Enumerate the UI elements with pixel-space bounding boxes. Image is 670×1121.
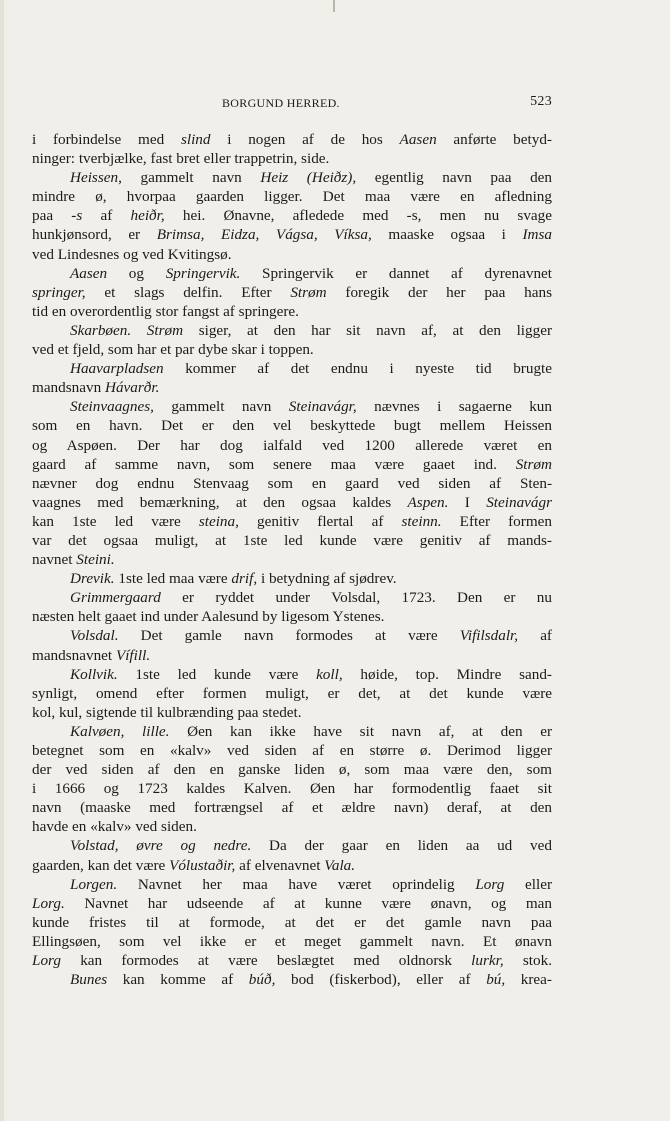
italic-term: Lorg.: [32, 894, 65, 912]
text-segment: af: [518, 627, 552, 645]
italic-term: Steini.: [76, 551, 115, 569]
text-segment: synligt, omend efter formen muligt, er det, at det kunde være: [32, 684, 552, 702]
text-line: [32, 932, 552, 951]
text-line: [32, 321, 552, 340]
text-segment: kan komme af: [107, 971, 249, 989]
text-segment: egentlig navn paa den: [356, 169, 552, 187]
text-segment: høide, top. Mindre sand-: [342, 665, 552, 683]
italic-term: Strøm: [515, 455, 552, 473]
text-line: [32, 626, 552, 645]
text-line: [32, 206, 552, 225]
text-line: [32, 245, 552, 264]
italic-term: Volsdal.: [70, 627, 119, 645]
italic-term: koll,: [316, 665, 343, 683]
text-segment: eller: [504, 875, 552, 893]
text-line: [32, 607, 552, 626]
text-segment: foregik der her paa hans: [326, 283, 552, 301]
text-segment: af: [82, 207, 131, 225]
text-segment: 1ste led kunde være: [117, 665, 317, 683]
italic-term: Steinavágr,: [288, 398, 357, 416]
text-segment: og Aspøen. Der har dog ialfald ved 1200 allerede været en: [32, 436, 552, 454]
text-line: [32, 436, 552, 455]
text-segment: ninger: tverbjælke, fast bret eller trappetrin, side.: [32, 150, 330, 168]
italic-term: Springervik.: [165, 264, 241, 282]
top-edge-mark: [333, 0, 335, 12]
text-line: [32, 512, 552, 531]
italic-term: Imsa: [522, 226, 552, 244]
text-line: [32, 531, 552, 550]
italic-term: Brimsa, Eidza, Vágsa, Víksa,: [156, 226, 372, 244]
text-segment: vaagnes med bemærkning, at den ogsaa kaldes: [32, 493, 408, 511]
text-segment: af elvenavnet: [235, 856, 325, 874]
text-segment: stok.: [503, 952, 552, 970]
italic-term: bú,: [486, 971, 506, 989]
text-line: [32, 264, 552, 283]
text-segment: næsten helt gaaet ind under Aalesund by ligesom Ystenes.: [32, 608, 385, 626]
text-line: [32, 817, 552, 836]
text-segment: mandsnavnet: [32, 646, 116, 664]
text-segment: I: [448, 493, 487, 511]
text-segment: [131, 322, 147, 339]
italic-term: drif,: [231, 570, 258, 588]
text-segment: som en havn. Det er den vel beskyttede bugt mellem Heissen: [32, 417, 552, 435]
text-line: [32, 913, 552, 932]
text-line: [32, 550, 552, 569]
italic-term: búð,: [248, 971, 276, 989]
text-segment: Ellingsøen, som vel ikke er et meget gammelt navn. Et ønavn: [32, 932, 552, 950]
italic-term: Haavarpladsen: [70, 360, 164, 378]
text-line: [32, 168, 552, 187]
text-segment: tid en overordentlig stor fangst af springere.: [32, 302, 299, 320]
text-segment: gammelt navn: [121, 169, 261, 187]
text-line: [32, 722, 552, 741]
text-segment: mandsnavn: [32, 379, 105, 397]
running-title: BORGUND HERRED.: [222, 96, 340, 110]
italic-term: Strøm: [146, 321, 184, 339]
text-line: [32, 588, 552, 607]
text-segment: Navnet har udseende af at kunne være ønavn, og man: [64, 894, 552, 912]
italic-term: Grimmergaard: [70, 589, 161, 607]
text-line: [32, 760, 552, 779]
text-line: [32, 149, 552, 168]
italic-term: steina,: [198, 512, 239, 530]
text-segment: havde en «kalv» ved siden.: [32, 818, 197, 836]
italic-term: Lorg: [475, 875, 505, 893]
body-text: [32, 130, 552, 989]
italic-term: -s: [71, 207, 83, 225]
text-segment: bod (fiskerbod), eller af: [275, 971, 487, 989]
text-segment: i betydning af sjødrev.: [257, 570, 397, 588]
text-segment: betegnet som en «kalv» ved siden af en større ø. Derimod ligger: [32, 742, 552, 759]
text-segment: i forbindelse med: [32, 131, 181, 148]
text-line: [32, 875, 552, 894]
italic-term: Vala.: [324, 856, 356, 874]
italic-term: Bunes: [70, 971, 108, 989]
text-segment: kan 1ste led være: [32, 512, 199, 530]
running-header: [32, 94, 552, 114]
italic-term: heiðr,: [130, 207, 165, 225]
text-segment: Navnet her maa have været oprindelig: [117, 875, 476, 893]
text-segment: mindre ø, hvorpaa gaarden ligger. Det maa være en afledning: [32, 188, 552, 206]
italic-term: springer,: [32, 283, 86, 301]
text-line: [32, 397, 552, 416]
italic-term: Vólustaðir,: [169, 856, 236, 874]
text-segment: kunde fristes til at formode, at det er det gamle navn paa: [32, 913, 552, 931]
text-segment: hunkjønsord, er: [32, 226, 157, 244]
text-line: [32, 340, 552, 359]
text-line: [32, 378, 552, 397]
text-segment: genitiv flertal af: [238, 512, 402, 530]
text-segment: kommer af det endnu i nyeste tid brugte: [163, 360, 552, 378]
text-segment: var det ogsaa muligt, at 1ste led kunde være genitiv af mands-: [32, 531, 552, 549]
text-segment: maaske ogsaa i: [371, 226, 523, 244]
italic-term: Vífill.: [115, 646, 151, 664]
text-segment: Det gamle navn formodes at være: [118, 627, 460, 645]
page-fold-shadow: [0, 0, 4, 1121]
italic-term: lurkr,: [471, 952, 504, 970]
italic-term: Lorg: [32, 952, 61, 970]
text-line: [32, 455, 552, 474]
italic-term: Drevik.: [70, 570, 115, 588]
text-line: [32, 283, 552, 302]
text-segment: et slags delfin. Efter: [85, 283, 291, 301]
italic-term: Aasen: [70, 264, 108, 282]
text-line: [32, 798, 552, 817]
italic-term: Hávarðr.: [104, 379, 160, 397]
text-line: [32, 894, 552, 913]
text-line: [32, 646, 552, 665]
italic-term: Kalvøen, lille.: [70, 722, 170, 740]
page-number: 523: [530, 94, 552, 109]
text-segment: kan formodes at være beslægtet med oldnorsk: [60, 952, 472, 970]
text-segment: nævnes i sagaerne kun: [356, 398, 552, 416]
text-segment: kol, kul, sigtende til kulbrænding paa stedet.: [32, 703, 302, 721]
text-segment: nævner dog endnu Stenvaag som en gaard ved siden af Sten-: [32, 474, 552, 492]
italic-term: Aasen: [399, 131, 437, 148]
text-segment: siger, at den har sit navn af, at den ligger: [183, 321, 552, 339]
text-segment: er ryddet under Volsdal, 1723. Den er nu: [160, 589, 552, 607]
text-segment: i nogen af de hos: [210, 131, 400, 148]
text-segment: Øen kan ikke have sit navn af, at den er: [169, 722, 552, 740]
text-line: [32, 684, 552, 703]
text-line: [32, 359, 552, 378]
italic-term: Strøm: [290, 283, 327, 301]
text-segment: anførte betyd-: [436, 131, 552, 148]
text-segment: gammelt navn: [153, 398, 289, 416]
text-line: [32, 970, 552, 989]
text-segment: i 1666 og 1723 kaldes Kalven. Øen har formodentlig faaet sit: [32, 780, 552, 798]
text-segment: Efter formen: [441, 512, 552, 530]
text-line: [32, 836, 552, 855]
text-line: [32, 569, 552, 588]
text-segment: Da der gaar en liden aa ud ved: [251, 837, 552, 855]
text-segment: der ved siden af den en ganske liden ø, som maa være den, som: [32, 761, 552, 779]
italic-term: Aspen.: [407, 493, 449, 511]
text-segment: gaarden, kan det være: [32, 856, 170, 874]
text-line: [32, 474, 552, 493]
text-segment: 1ste led maa være: [114, 570, 232, 588]
text-segment: ved et fjeld, som har et par dybe skar i toppen.: [32, 341, 314, 359]
text-line: [32, 187, 552, 206]
text-segment: paa: [32, 207, 72, 225]
italic-term: Steinavágr: [486, 493, 552, 511]
text-line: [32, 665, 552, 684]
italic-term: steinn.: [401, 512, 442, 530]
text-line: [32, 416, 552, 435]
text-segment: Springervik er dannet af dyrenavnet: [240, 264, 552, 282]
italic-term: Lorgen.: [70, 875, 118, 893]
text-line: [32, 779, 552, 798]
text-line: [32, 225, 552, 244]
text-segment: og: [107, 264, 166, 282]
text-line: [32, 130, 552, 149]
italic-term: Heiz (Heiðz),: [260, 169, 357, 187]
text-line: [32, 703, 552, 722]
text-line: [32, 951, 552, 970]
text-segment: krea-: [505, 971, 552, 989]
text-segment: hei. Ønavne, afledede med -s, men nu svage: [164, 207, 552, 225]
text-line: [32, 856, 552, 875]
text-line: [32, 302, 552, 321]
italic-term: Kollvik.: [70, 665, 118, 683]
italic-term: slind: [180, 131, 211, 148]
text-line: [32, 741, 552, 760]
italic-term: Vifilsdalr,: [459, 627, 519, 645]
italic-term: Steinvaagnes,: [70, 398, 154, 416]
text-segment: navnet: [32, 551, 77, 569]
italic-term: Heissen,: [70, 169, 122, 187]
text-segment: navn (maaske med fortrængsel af et ældre navn) deraf, at den: [32, 799, 552, 817]
text-line: [32, 493, 552, 512]
italic-term: Skarbøen.: [70, 321, 132, 339]
text-segment: ved Lindesnes og ved Kvitingsø.: [32, 245, 232, 263]
text-segment: gaard af samme navn, som senere maa være gaaet ind.: [32, 455, 516, 473]
italic-term: Volstad, øvre og nedre.: [70, 837, 252, 855]
